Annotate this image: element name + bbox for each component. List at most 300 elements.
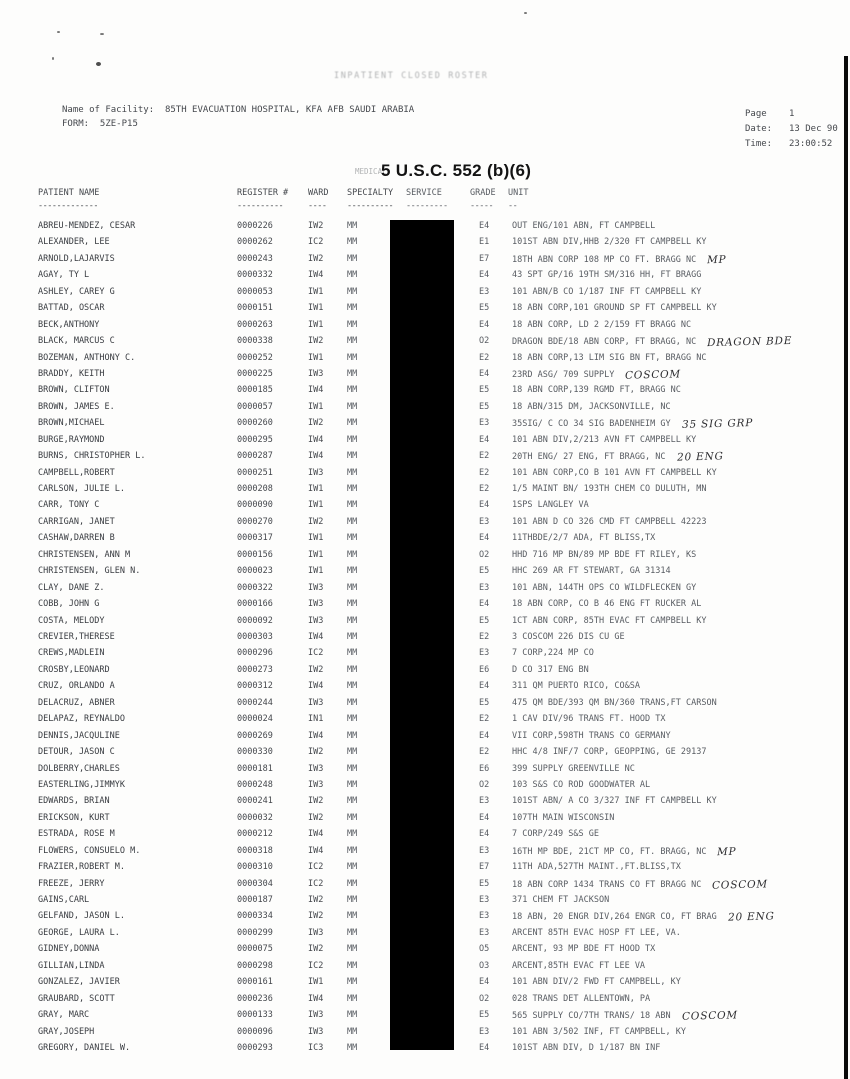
specialty-code: MM <box>347 549 358 560</box>
patient-name: DELACRUZ, ABNER <box>38 697 115 708</box>
ward-code: IW4 <box>308 845 324 856</box>
col-header-specialty: SPECIALTY <box>347 188 394 198</box>
patient-name: EDWARDS, BRIAN <box>38 796 110 807</box>
patient-name: BURGE,RAYMOND <box>38 434 105 445</box>
col-dashes: ---- <box>308 201 327 211</box>
grade-code: O2 <box>479 549 490 560</box>
ward-code: IW2 <box>308 516 324 527</box>
register-number: 0000296 <box>237 648 273 659</box>
grade-code: E3 <box>479 845 490 856</box>
unit-description: HHC 4/8 INF/7 CORP, GEOPPING, GE 29137 <box>512 747 707 758</box>
grade-code: E5 <box>479 878 490 889</box>
specialty-code: MM <box>347 286 358 297</box>
ward-code: IC3 <box>308 1043 324 1053</box>
specialty-code: MM <box>347 385 358 396</box>
ward-code: IW2 <box>308 418 324 429</box>
grade-code: E4 <box>479 977 490 988</box>
register-number: 0000248 <box>237 779 273 790</box>
patient-name: COSTA, MELODY <box>38 615 105 626</box>
unit-description: 101ST ABN/ A CO 3/327 INF FT CAMPBELL KY <box>512 796 717 807</box>
register-number: 0000260 <box>237 418 273 429</box>
scan-speck <box>96 62 101 66</box>
unit-description: 7 CORP,224 MP CO <box>512 648 594 659</box>
register-number: 0000226 <box>237 221 273 231</box>
specialty-code: MM <box>347 467 358 478</box>
grade-code: E4 <box>479 221 490 231</box>
grade-code: E2 <box>479 352 490 363</box>
patient-name: EASTERLING,JIMMYK <box>38 779 125 790</box>
patient-name: BECK,ANTHONY <box>38 319 100 330</box>
grade-code: E3 <box>479 796 490 807</box>
register-number: 0000225 <box>237 368 273 379</box>
patient-name: GRAUBARD, SCOTT <box>38 993 115 1004</box>
scan-speck <box>524 12 527 14</box>
patient-name: CHRISTENSEN, ANN M <box>38 549 131 560</box>
grade-code: E2 <box>479 467 490 478</box>
patient-name: GIDNEY,DONNA <box>38 944 100 955</box>
unit-description: ARCENT,85TH EVAC FT LEE VA <box>512 960 646 971</box>
specialty-code: MM <box>347 862 358 873</box>
ward-code: IW3 <box>308 582 324 593</box>
grade-code: E4 <box>479 829 490 840</box>
specialty-code: MM <box>347 911 358 922</box>
grade-code: E3 <box>479 582 490 593</box>
register-number: 0000322 <box>237 582 273 593</box>
patient-name: AGAY, TY L <box>38 270 90 281</box>
unit-description: ARCENT 85TH EVAC HOSP FT LEE, VA. <box>512 927 681 938</box>
patient-name: BLACK, MARCUS C <box>38 336 115 347</box>
col-header-unit: UNIT <box>508 188 529 198</box>
specialty-code: MM <box>347 648 358 659</box>
grade-code: E2 <box>479 632 490 642</box>
specialty-code: MM <box>347 960 358 971</box>
ward-code: IW1 <box>308 286 324 297</box>
col-dashes: ---------- <box>347 201 394 211</box>
col-dashes: --------- <box>406 201 448 211</box>
register-number: 0000299 <box>237 927 273 938</box>
ward-code: IW2 <box>308 911 324 922</box>
patient-name: ESTRADA, ROSE M <box>38 829 115 840</box>
unit-description: 101ST ABN DIV,HHB 2/320 FT CAMPBELL KY <box>512 237 707 248</box>
unit-description: 18 ABN CORP,139 RGMD FT, BRAGG NC <box>512 385 681 396</box>
grade-code: O5 <box>479 944 490 955</box>
specialty-code: MM <box>347 632 358 642</box>
ward-code: IW1 <box>308 319 324 330</box>
specialty-code: MM <box>347 829 358 840</box>
ward-code: IW4 <box>308 270 324 281</box>
specialty-code: MM <box>347 516 358 527</box>
specialty-code: MM <box>347 484 358 495</box>
register-number: 0000304 <box>237 878 273 889</box>
register-number: 0000243 <box>237 253 273 264</box>
grade-code: E2 <box>479 747 490 758</box>
ward-code: IW1 <box>308 566 324 577</box>
scan-edge-line <box>844 56 848 1079</box>
specialty-code: MM <box>347 763 358 774</box>
unit-description: 18 ABN CORP, LD 2 2/159 FT BRAGG NC <box>512 319 692 330</box>
ward-code: IW3 <box>308 1010 324 1021</box>
grade-code: E5 <box>479 385 490 396</box>
patient-name: FLOWERS, CONSUELO M. <box>38 845 141 856</box>
unit-description: 18 ABN CORP 1434 TRANS CO FT BRAGG NC <box>512 879 702 890</box>
handwritten-annotation: MP <box>717 845 738 858</box>
ward-code: IW2 <box>308 944 324 955</box>
col-dashes: ------------- <box>38 201 99 211</box>
register-number: 0000133 <box>237 1010 273 1021</box>
patient-name: BROWN, CLIFTON <box>38 385 110 396</box>
grade-code: E5 <box>479 1010 490 1021</box>
patient-name: DELAPAZ, REYNALDO <box>38 714 125 725</box>
specialty-code: MM <box>347 697 358 708</box>
ward-code: IC2 <box>308 960 324 971</box>
unit-description: 028 TRANS DET ALLENTOWN, PA <box>512 993 651 1004</box>
handwritten-annotation: 20 ENG <box>727 910 775 925</box>
grade-code: E3 <box>479 895 490 906</box>
patient-name: CRUZ, ORLANDO A <box>38 681 115 692</box>
patient-name: ERICKSON, KURT <box>38 812 110 823</box>
patient-name: GELFAND, JASON L. <box>38 911 125 922</box>
register-number: 0000298 <box>237 960 273 971</box>
patient-name: GRAY,JOSEPH <box>38 1026 95 1037</box>
patient-name: GAINS,CARL <box>38 895 90 906</box>
ward-code: IW2 <box>308 664 324 675</box>
time-label: Time: <box>745 139 773 149</box>
register-number: 0000330 <box>237 747 273 758</box>
date-meta <box>745 124 838 134</box>
specialty-code: MM <box>347 993 358 1004</box>
grade-code: E6 <box>479 763 490 774</box>
unit-description: 101 ABN D CO 326 CMD FT CAMPBELL 42223 <box>512 516 707 527</box>
patient-name: CHRISTENSEN, GLEN N. <box>38 566 141 577</box>
ward-code: IW4 <box>308 385 324 396</box>
col-header-service: SERVICE <box>406 188 442 198</box>
ward-code: IW1 <box>308 352 324 363</box>
specialty-code: MM <box>347 319 358 330</box>
grade-code: E3 <box>479 516 490 527</box>
specialty-code: MM <box>347 352 358 363</box>
unit-description: 107TH MAIN WISCONSIN <box>512 812 615 823</box>
grade-code: E2 <box>479 451 490 462</box>
specialty-code: MM <box>347 237 358 248</box>
unit-description: 103 S&S CO ROD GOODWATER AL <box>512 779 651 790</box>
unit-description: 23RD ASG/ 709 SUPPLY <box>512 369 615 380</box>
register-number: 0000252 <box>237 352 273 363</box>
patient-name: DENNIS,JACQULINE <box>38 730 120 741</box>
patient-name: CASHAW,DARREN B <box>38 533 115 544</box>
register-number: 0000092 <box>237 615 273 626</box>
ward-code: IW1 <box>308 484 324 495</box>
ward-code: IW1 <box>308 549 324 560</box>
register-number: 0000263 <box>237 319 273 330</box>
specialty-code: MM <box>347 944 358 955</box>
unit-description: 18 ABN CORP,101 GROUND SP FT CAMPBELL KY <box>512 303 717 314</box>
specialty-code: MM <box>347 1026 358 1037</box>
patient-name: DETOUR, JASON C <box>38 747 115 758</box>
ward-code: IW2 <box>308 812 324 823</box>
time-value: 23:00:52 <box>789 139 833 149</box>
unit-description: 101ST ABN DIV, D 1/187 BN INF <box>512 1043 661 1053</box>
specialty-code: MM <box>347 221 358 231</box>
form-line: FORM: 5ZE-P15 <box>62 119 138 129</box>
grade-code: E2 <box>479 484 490 495</box>
ward-code: IC2 <box>308 237 324 248</box>
specialty-code: MM <box>347 878 358 889</box>
patient-name: GEORGE, LAURA L. <box>38 927 120 938</box>
patient-name: GRAY, MARC <box>38 1010 90 1021</box>
grade-code: E5 <box>479 697 490 708</box>
ward-code: IW1 <box>308 401 324 412</box>
ward-code: IW3 <box>308 763 324 774</box>
grade-code: E4 <box>479 730 490 741</box>
patient-name: CARLSON, JULIE L. <box>38 484 125 495</box>
register-number: 0000241 <box>237 796 273 807</box>
patient-name: DOLBERRY,CHARLES <box>38 763 120 774</box>
register-number: 0000244 <box>237 697 273 708</box>
register-number: 0000151 <box>237 303 273 314</box>
patient-name: CARRIGAN, JANET <box>38 516 115 527</box>
scan-speck <box>52 57 54 60</box>
service-column-redaction-bar <box>390 220 454 1050</box>
specialty-code: MM <box>347 303 358 314</box>
patient-name: ARNOLD,LAJARVIS <box>38 253 115 264</box>
unit-description: 11THBDE/2/7 ADA, FT BLISS,TX <box>512 533 656 544</box>
specialty-code: MM <box>347 927 358 938</box>
grade-code: E4 <box>479 319 490 330</box>
register-number: 0000295 <box>237 434 273 445</box>
specialty-code: MM <box>347 253 358 264</box>
specialty-code: MM <box>347 796 358 807</box>
handwritten-annotation: COSCOM <box>712 877 769 892</box>
grade-code: E3 <box>479 418 490 429</box>
scan-speck <box>57 31 60 33</box>
patient-name: FRAZIER,ROBERT M. <box>38 862 125 873</box>
ward-code: IW3 <box>308 467 324 478</box>
unit-description: OUT ENG/101 ABN, FT CAMPBELL <box>512 221 656 231</box>
patient-name: BROWN, JAMES E. <box>38 401 115 412</box>
register-number: 0000166 <box>237 599 273 610</box>
register-number: 0000293 <box>237 1043 273 1053</box>
unit-description: 1/5 MAINT BN/ 193TH CHEM CO DULUTH, MN <box>512 484 707 495</box>
register-number: 0000287 <box>237 451 273 462</box>
register-number: 0000161 <box>237 977 273 988</box>
register-number: 0000023 <box>237 566 273 577</box>
page-label: Page <box>745 109 767 119</box>
specialty-code: MM <box>347 681 358 692</box>
ward-code: IW3 <box>308 599 324 610</box>
register-number: 0000270 <box>237 516 273 527</box>
ward-code: IW2 <box>308 221 324 231</box>
register-number: 0000181 <box>237 763 273 774</box>
unit-description: VII CORP,598TH TRANS CO GERMANY <box>512 730 671 741</box>
unit-description: 18 ABN CORP, CO B 46 ENG FT RUCKER AL <box>512 599 702 610</box>
ward-code: IC2 <box>308 648 324 659</box>
patient-name: FREEZE, JERRY <box>38 878 105 889</box>
register-number: 0000024 <box>237 714 273 725</box>
foia-redaction-stamp: 5 U.S.C. 552 (b)(6) <box>381 161 532 180</box>
unit-description: 11TH ADA,527TH MAINT.,FT.BLISS,TX <box>512 862 681 873</box>
grade-code: O2 <box>479 336 490 347</box>
grade-code: E4 <box>479 270 490 281</box>
ward-code: IW1 <box>308 533 324 544</box>
register-number: 0000156 <box>237 549 273 560</box>
ward-code: IC2 <box>308 862 324 873</box>
grade-code: E4 <box>479 368 490 379</box>
ward-code: IW2 <box>308 895 324 906</box>
grade-code: O3 <box>479 960 490 971</box>
grade-code: E3 <box>479 927 490 938</box>
ward-code: IW4 <box>308 632 324 642</box>
unit-description: 101 ABN DIV/2 FWD FT CAMPBELL, KY <box>512 977 681 988</box>
specialty-code: MM <box>347 714 358 725</box>
unit-description: 101 ABN CORP,CO B 101 AVN FT CAMPBELL KY <box>512 467 717 478</box>
grade-code: E5 <box>479 566 490 577</box>
specialty-code: MM <box>347 615 358 626</box>
patient-name: ABREU-MENDEZ, CESAR <box>38 221 136 231</box>
date-label: Date: <box>745 124 773 134</box>
grade-code: E3 <box>479 286 490 297</box>
patient-name: GREGORY, DANIEL W. <box>38 1043 131 1053</box>
register-number: 0000096 <box>237 1026 273 1037</box>
page-value: 1 <box>789 109 795 119</box>
specialty-code: MM <box>347 1043 358 1053</box>
specialty-code: MM <box>347 418 358 429</box>
grade-code: E4 <box>479 681 490 692</box>
patient-name: CREVIER,THERESE <box>38 632 115 642</box>
grade-code: E7 <box>479 862 490 873</box>
grade-code: E3 <box>479 648 490 659</box>
register-number: 0000317 <box>237 533 273 544</box>
unit-description: 101 ABN 3/502 INF, FT CAMPBELL, KY <box>512 1026 686 1037</box>
register-number: 0000332 <box>237 270 273 281</box>
ward-code: IC2 <box>308 878 324 889</box>
register-number: 0000032 <box>237 812 273 823</box>
register-number: 0000057 <box>237 401 273 412</box>
col-dashes: ---------- <box>237 201 284 211</box>
patient-name: CLAY, DANE Z. <box>38 582 105 593</box>
register-number: 0000090 <box>237 500 273 511</box>
register-number: 0000251 <box>237 467 273 478</box>
patient-name: BATTAD, OSCAR <box>38 303 105 314</box>
handwritten-annotation: 20 ENG <box>676 450 724 464</box>
unit-description: 18 ABN, 20 ENGR DIV,264 ENGR CO, FT BRAG <box>512 912 717 923</box>
col-header-ward: WARD <box>308 188 329 198</box>
grade-code: E3 <box>479 1026 490 1037</box>
patient-name: BRADDY, KEITH <box>38 368 105 379</box>
ward-code: IW4 <box>308 451 324 462</box>
unit-description: 1 CAV DIV/96 TRANS FT. HOOD TX <box>512 714 666 725</box>
ward-code: IW3 <box>308 368 324 379</box>
handwritten-annotation: COSCOM <box>625 368 682 382</box>
ward-code: IW4 <box>308 829 324 840</box>
ward-code: IW2 <box>308 747 324 758</box>
ward-code: IW3 <box>308 615 324 626</box>
patient-name: CAMPBELL,ROBERT <box>38 467 115 478</box>
unit-description: 399 SUPPLY GREENVILLE NC <box>512 763 635 774</box>
specialty-code: MM <box>347 747 358 758</box>
specialty-code: MM <box>347 779 358 790</box>
register-number: 0000269 <box>237 730 273 741</box>
grade-code: E1 <box>479 237 490 248</box>
facility-value: 85TH EVACUATION HOSPITAL, KFA AFB SAUDI ARABIA <box>164 105 415 115</box>
grade-code: E5 <box>479 401 490 412</box>
specialty-code: MM <box>347 401 358 412</box>
ward-code: IW1 <box>308 500 324 511</box>
page-meta <box>745 109 794 119</box>
unit-description: 1CT ABN CORP, 85TH EVAC FT CAMPBELL KY <box>512 615 707 626</box>
grade-code: E7 <box>479 253 490 264</box>
unit-description: 43 SPT GP/16 19TH SM/316 HH, FT BRAGG <box>512 270 702 281</box>
col-dashes: ----- <box>470 201 494 211</box>
unit-description: HHC 269 AR FT STEWART, GA 31314 <box>512 566 671 577</box>
facility-label: Name of Facility: <box>62 105 155 115</box>
patient-name: ASHLEY, CAREY G <box>38 286 115 297</box>
grade-code: E5 <box>479 615 490 626</box>
grade-code: E4 <box>479 434 490 445</box>
patient-name: COBB, JOHN G <box>38 599 100 610</box>
handwritten-annotation: COSCOM <box>681 1009 738 1023</box>
grade-code: E3 <box>479 911 490 922</box>
register-number: 0000208 <box>237 484 273 495</box>
unit-description: 18 ABN CORP,13 LIM SIG BN FT, BRAGG NC <box>512 352 707 363</box>
grade-code: E5 <box>479 303 490 314</box>
patient-name: BURNS, CHRISTOPHER L. <box>38 451 146 462</box>
handwritten-annotation: MP <box>707 253 727 267</box>
grade-code: O2 <box>479 993 490 1004</box>
col-header-grade: GRADE <box>470 188 496 198</box>
register-number: 0000312 <box>237 681 273 692</box>
register-number: 0000187 <box>237 895 273 906</box>
unit-description: ARCENT, 93 MP BDE FT HOOD TX <box>512 944 656 955</box>
patient-name: BROWN,MICHAEL <box>38 418 105 429</box>
grade-code: E2 <box>479 714 490 725</box>
specialty-code: MM <box>347 845 358 856</box>
register-number: 0000318 <box>237 845 273 856</box>
specialty-code: MM <box>347 1010 358 1021</box>
patient-name: GONZALEZ, JAVIER <box>38 977 120 988</box>
col-header-register: REGISTER # <box>237 188 289 198</box>
specialty-code: MM <box>347 434 358 445</box>
specialty-code: MM <box>347 451 358 462</box>
grade-code: E4 <box>479 1043 490 1053</box>
register-number: 0000338 <box>237 336 273 347</box>
specialty-code: MM <box>347 730 358 741</box>
ward-code: IW4 <box>308 681 324 692</box>
ward-code: IW3 <box>308 927 324 938</box>
scan-speck <box>100 33 104 35</box>
ward-code: IW4 <box>308 434 324 445</box>
ward-code: IW4 <box>308 730 324 741</box>
grade-code: E6 <box>479 664 490 675</box>
specialty-code: MM <box>347 500 358 511</box>
grade-code: O2 <box>479 779 490 790</box>
unit-description: 3 COSCOM 226 DIS CU GE <box>512 632 625 642</box>
patient-name: BOZEMAN, ANTHONY C. <box>38 352 136 363</box>
time-meta <box>745 139 832 149</box>
register-number: 0000273 <box>237 664 273 675</box>
unit-description: 7 CORP/249 S&S GE <box>512 829 599 840</box>
register-number: 0000053 <box>237 286 273 297</box>
register-number: 0000310 <box>237 862 273 873</box>
specialty-code: MM <box>347 533 358 544</box>
grade-code: E4 <box>479 812 490 823</box>
ward-code: IW3 <box>308 779 324 790</box>
unit-description: DRAGON BDE/18 ABN CORP, FT BRAGG, NC <box>512 337 697 348</box>
patient-name: ALEXANDER, LEE <box>38 237 110 248</box>
specialty-code: MM <box>347 582 358 593</box>
unit-description: 101 ABN, 144TH OPS CO WILDFLECKEN GY <box>512 582 697 593</box>
ward-code: IW2 <box>308 796 324 807</box>
specialty-code: MM <box>347 599 358 610</box>
